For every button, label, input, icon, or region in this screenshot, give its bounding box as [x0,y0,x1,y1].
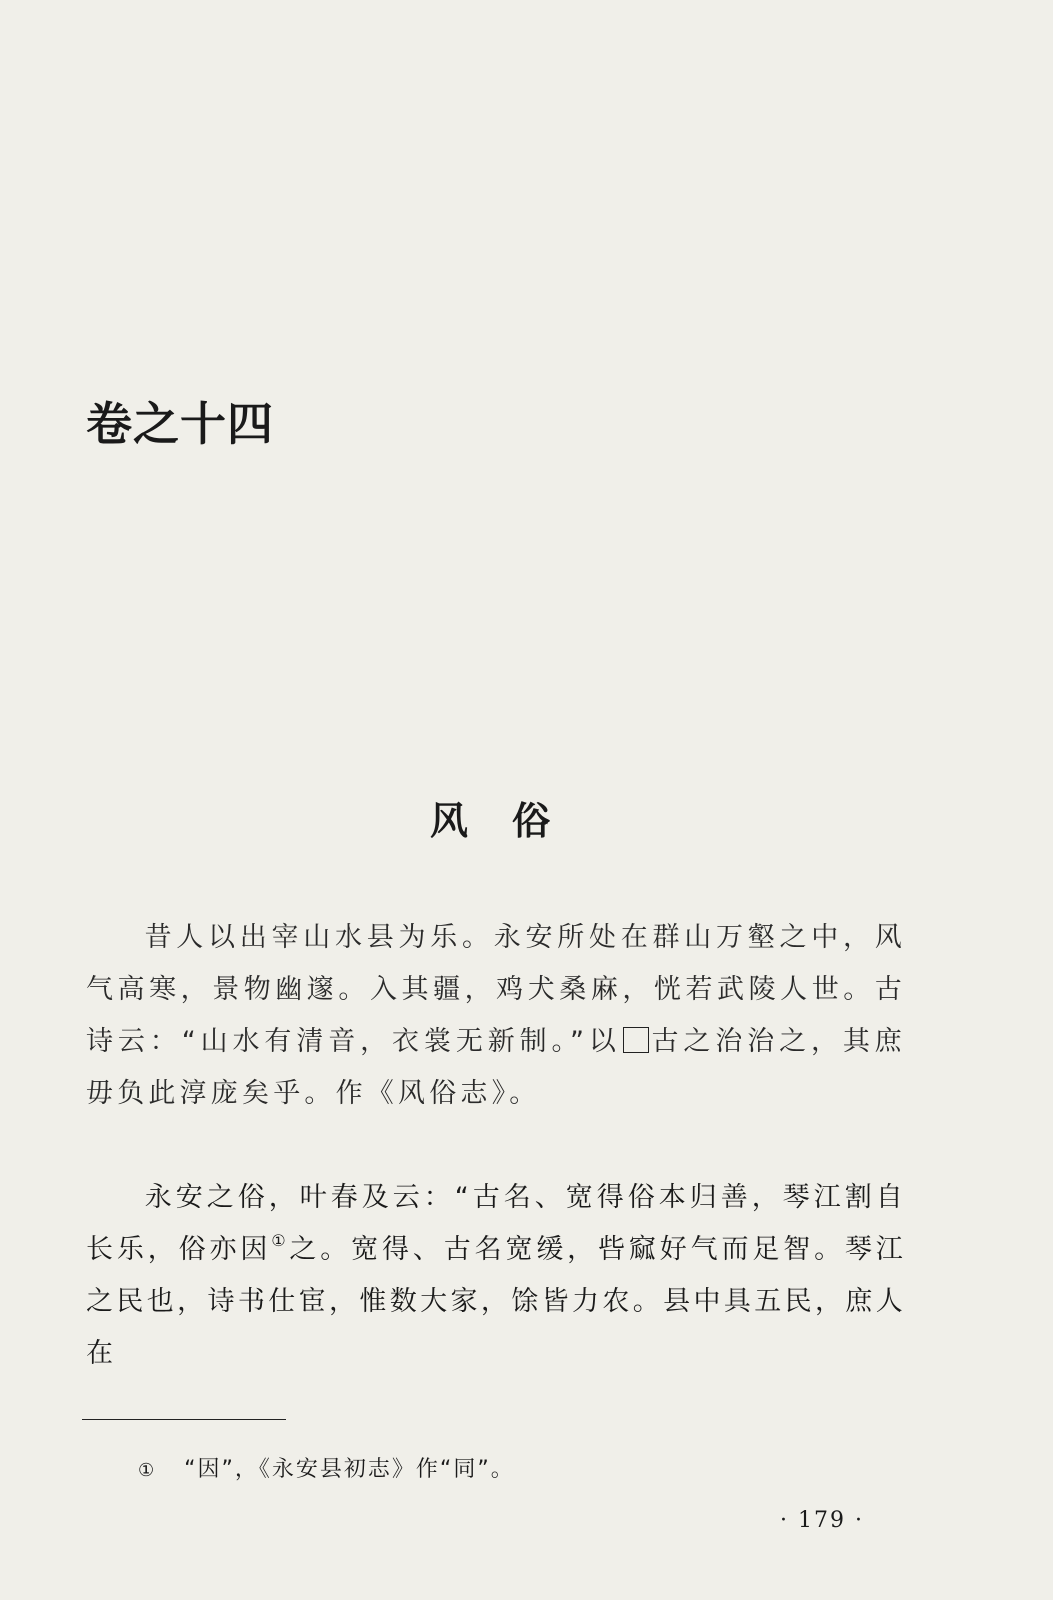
intro-paragraph [86,912,906,1120]
footnote [138,1452,515,1483]
footnote-reference: ① [271,1231,290,1250]
section-title-char-1: 风 [429,798,468,843]
section-title-char-2: 俗 [512,798,551,843]
volume-title: 卷之十四 [86,397,274,451]
footnote-divider [82,1419,286,1420]
intro-text-part-2: 古之治治之，其庶毋负此淳庞矣乎。作《风俗志》。 [86,1026,907,1109]
footnote-text: “因”，《永安县初志》作“同”。 [184,1457,515,1482]
body-paragraph [86,1172,906,1380]
footnote-mark: ① [138,1460,157,1481]
body-text-part-1: 永安之俗，叶春及云：“古名、宽得俗本归善，琴江割自长乐，俗亦因 [86,1182,906,1265]
page-number: · 179 · [780,1508,864,1533]
section-title [0,790,980,845]
missing-character-box [623,1027,649,1053]
body-text-part-2: 之。宽得、古名宽缓，呰窳好气而足智。琴江之民也，诗书仕宦，惟数大家，馀皆力农。县中具五民，庶人在 [86,1234,907,1369]
intro-text-part-1: 昔人以出宰山水县为乐。永安所处在群山万壑之中，风气高寒，景物幽邃。入其疆，鸡犬桑麻，恍若武陵人世。古诗云：“山水有清音，衣裳无新制。”以 [86,922,906,1057]
